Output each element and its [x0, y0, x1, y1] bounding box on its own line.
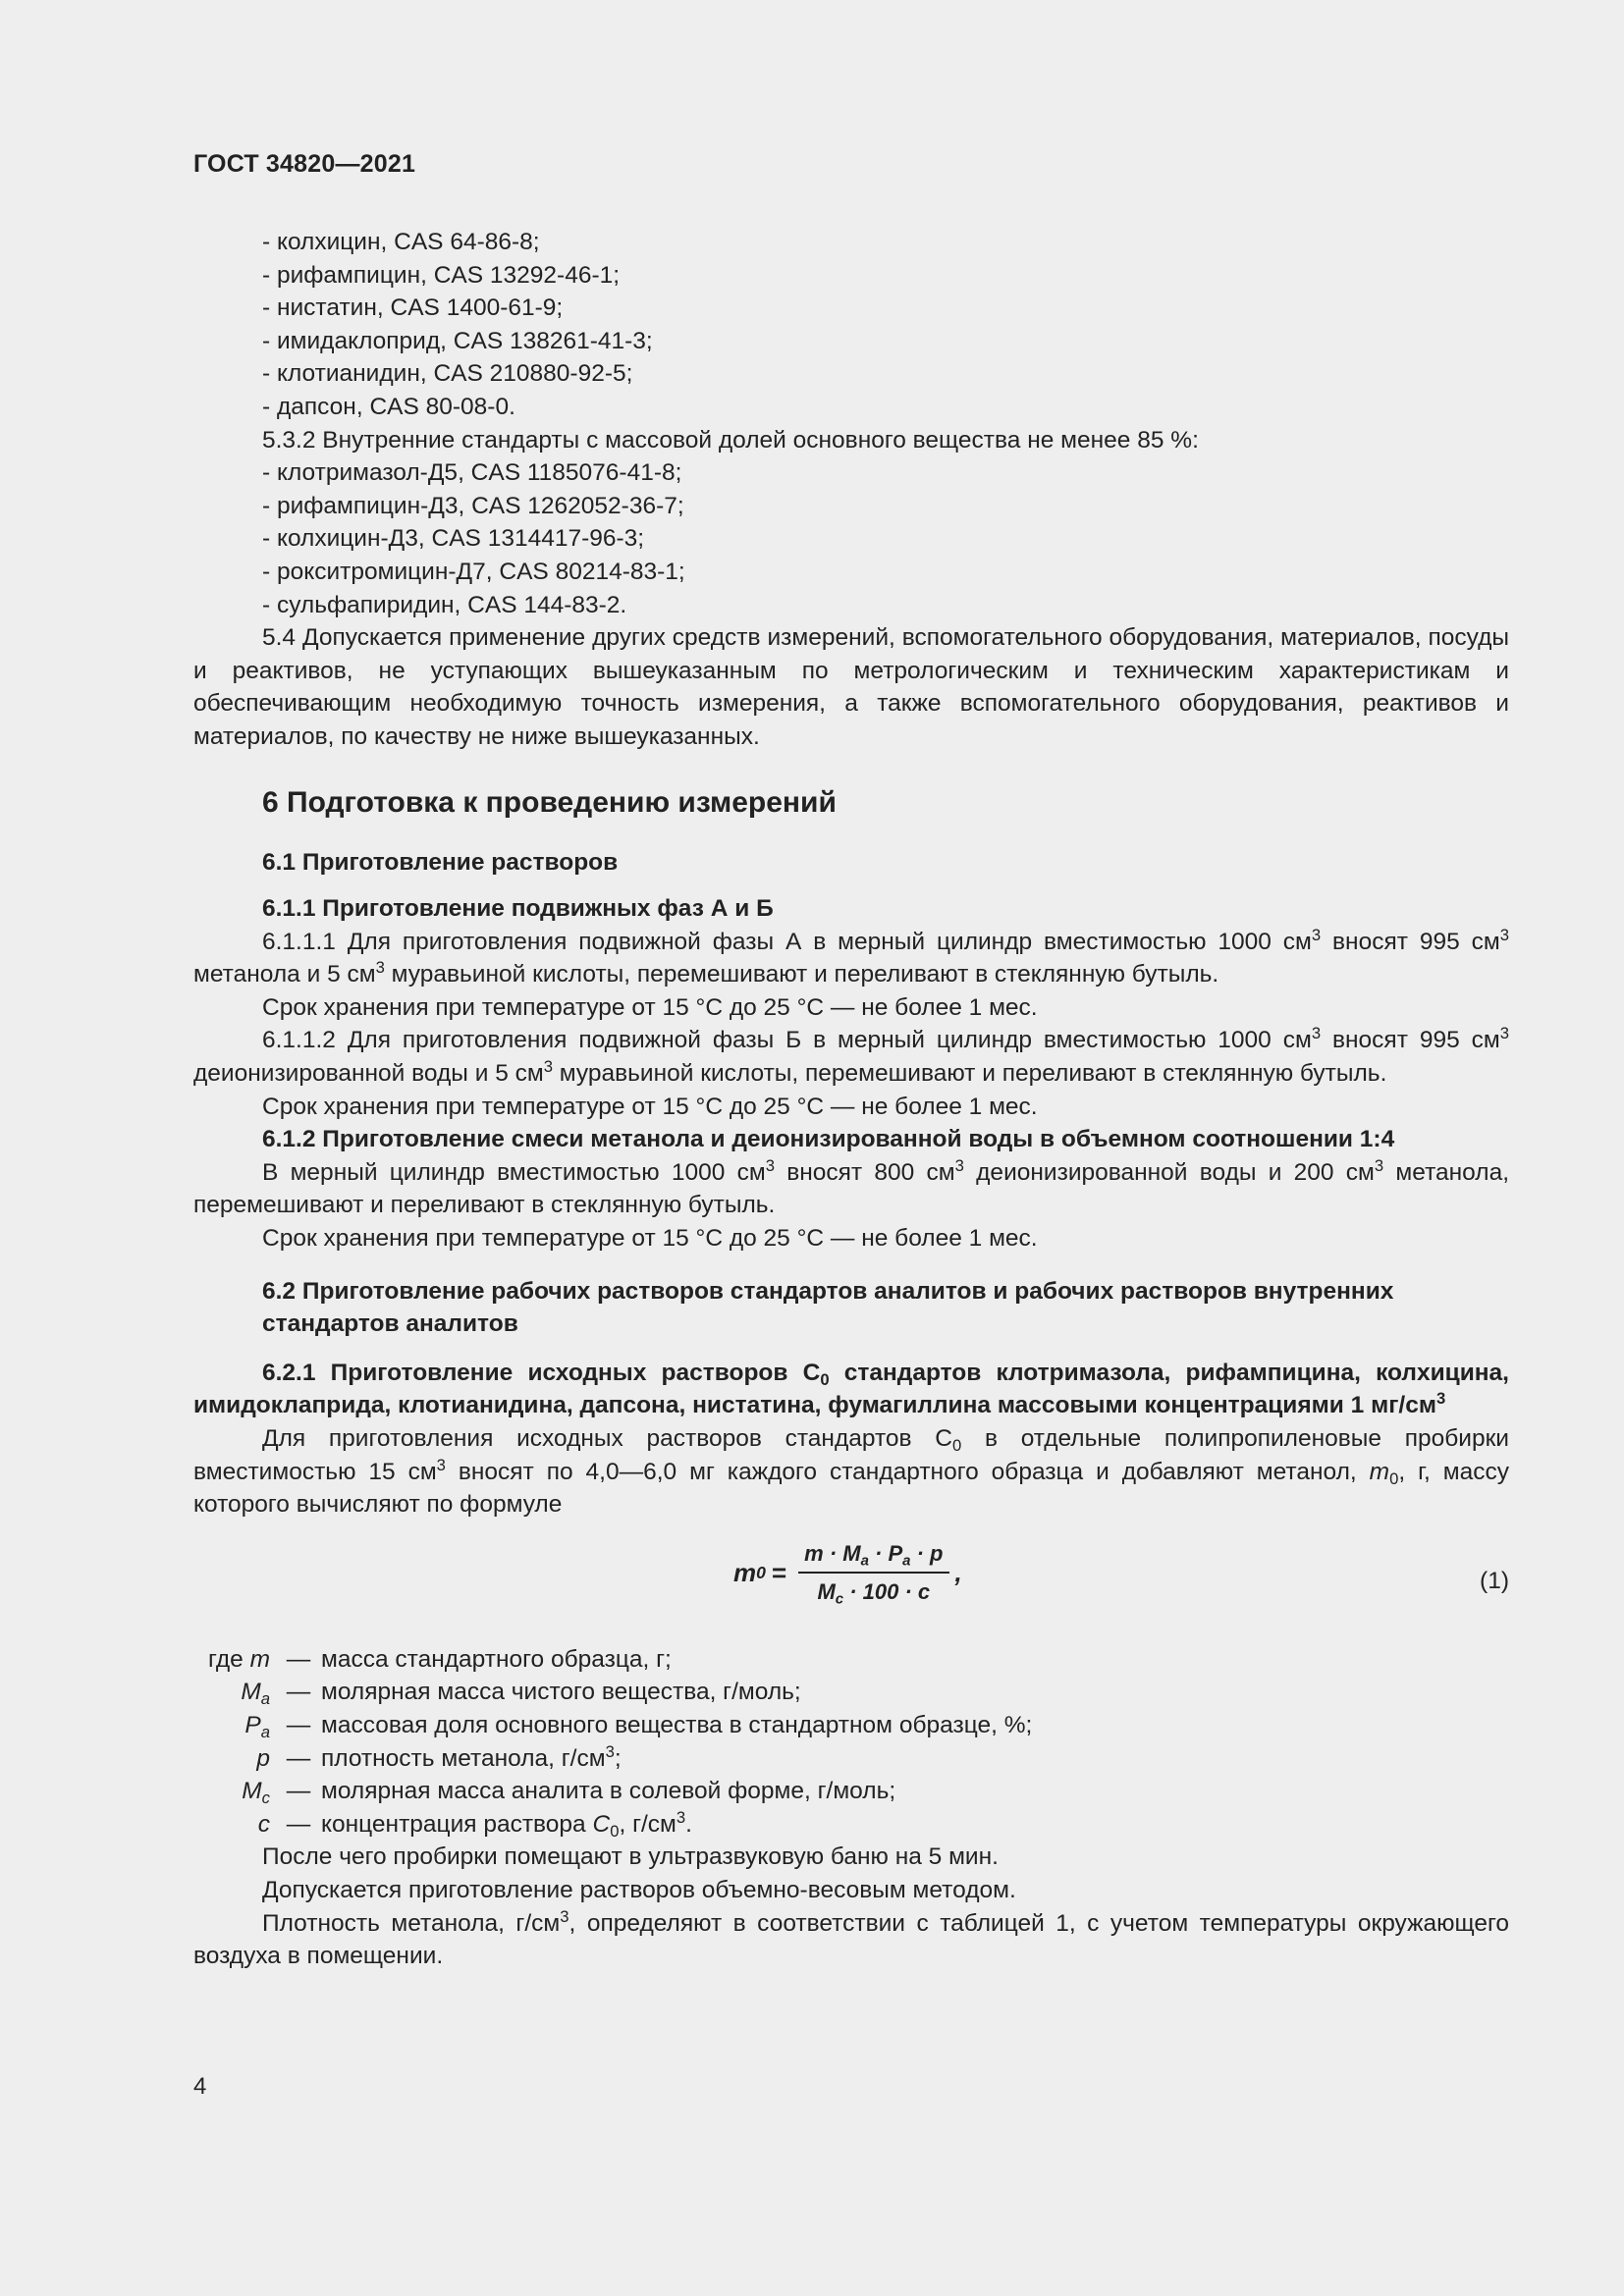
section-6-2-1-title: 6.2.1 Приготовление исходных растворов $С_0$ стандартов клотримазола, рифампицина, колхицина, имидоклаприда, клотианидина, дапсона, нистатина, фумагиллина массовыми концентрациями 1 $мг/см^3$	[193, 1359, 1509, 1419]
def-dash: —	[286, 1744, 311, 1772]
paragraph-6-1-1-2: 6.1.1.2 Для приготовления подвижной фазы Б в мерный цилиндр вместимостью 1000 $см^3$ вносят 995 $см^3$ деионизированной воды и 5 $см^3$ муравьиной кислоты, перемешивают и переливают в стеклянную бутыль.	[193, 1024, 1509, 1088]
document-header: ГОСТ 34820—2021	[193, 150, 416, 178]
def-symbol: p	[256, 1744, 270, 1772]
def-dash: —	[286, 1810, 311, 1838]
paragraph-after-3: Плотность метанола, $г/см^3$, определяют в соответствии с таблицей 1, с учетом температуры окружающего воздуха в помещении.	[193, 1906, 1510, 1970]
paragraph-6-2-1: Для приготовления исходных растворов стандартов $С_0$ в отдельные полипропиленовые пробирки вместимостью 15 $см^3$ вносят по 4,0—6,0 мг каждого стандартного образца и добавляют метанол, $m_0$, г, массу которого вычисляют по формуле	[193, 1425, 1509, 1519]
paragraph-after-1: После чего пробирки помещают в ультразвуковую баню на 5 мин.	[262, 1843, 999, 1871]
paragraph-5-4: 5.4 Допускается применение других средств измерений, вспомогательного оборудования, материалов, посуды и реактивов, не уступающих вышеуказанным по метрологическим и техническим характеристикам и обеспечивающим необходимую точность измерения, а также вспомогательного оборудования, реактивов и материалов, по качеству не ниже вышеуказанных.	[193, 624, 1509, 750]
def-dash: —	[286, 1645, 311, 1673]
def-dash: —	[286, 1711, 311, 1738]
list-item: - рифампицин-Д3, CAS 1262052-36-7;	[262, 492, 684, 519]
list-item: - колхицин, CAS 64-86-8;	[262, 229, 540, 255]
def-text: масса стандартного образца, г;	[321, 1645, 672, 1673]
page-number: 4	[193, 2073, 207, 2100]
def-symbol: $M_c$	[242, 1778, 270, 1808]
section-6-2-title: 6.2 Приготовление рабочих растворов стандартов аналитов и рабочих растворов внутренних стандартов аналитов	[262, 1277, 1394, 1338]
def-dash: —	[286, 1778, 311, 1805]
list-item: - рифампицин, CAS 13292-46-1;	[262, 261, 621, 289]
paragraph-6-1-1-1: 6.1.1.1 Для приготовления подвижной фазы А в мерный цилиндр вместимостью 1000 $см^3$ вносят 995 $см^3$ метанола и 5 $см^3$ муравьиной кислоты, перемешивают и переливают в стеклянную бутыль.	[193, 925, 1509, 988]
page-body	[193, 226, 1509, 1973]
list-item: - колхицин-Д3, CAS 1314417-96-3;	[262, 525, 645, 553]
storage-note: Срок хранения при температуре от 15 °С до 25 °С — не более 1 мес.	[262, 993, 1038, 1021]
paragraph-after-2: Допускается приготовление растворов объемно-весовым методом.	[262, 1876, 1016, 1903]
def-symbol: $M_a$	[241, 1679, 270, 1709]
def-text: концентрация раствора $C_0$, $г/см^3$.	[321, 1807, 692, 1841]
paragraph-5-3-2: 5.3.2 Внутренние стандарты с массовой долей основного вещества не менее 85 %:	[262, 426, 1199, 454]
formula-fraction: $\frac{m \cdot M_a \cdot P_a \cdot p}{M_c \cdot 100 \cdot c}$	[798, 1537, 948, 1609]
def-text: плотность метанола, $г/см^3$;	[321, 1741, 622, 1772]
list-item: - нистатин, CAS 1400-61-9;	[262, 294, 564, 322]
list-item: - дапсон, CAS 80-08-0.	[262, 393, 515, 420]
def-symbol: $P_a$	[244, 1711, 270, 1741]
list-item: - имидаклоприд, CAS 138261-41-3;	[262, 327, 653, 354]
storage-note: Срок хранения при температуре от 15 °С до 25 °С — не более 1 мес.	[262, 1093, 1038, 1120]
list-item: - сульфапиридин, CAS 144-83-2.	[262, 591, 627, 618]
section-6-1-1-title: 6.1.1 Приготовление подвижных фаз А и Б	[262, 895, 774, 923]
def-text: массовая доля основного вещества в стандартном образце, %;	[321, 1711, 1033, 1738]
section-6-title: 6 Подготовка к проведению измерений	[262, 785, 837, 819]
section-6-1-title: 6.1 Приготовление растворов	[262, 848, 619, 876]
formula-number: (1)	[1480, 1567, 1509, 1594]
list-item: - клотианидин, CAS 210880-92-5;	[262, 360, 633, 388]
def-symbol: c	[257, 1810, 270, 1838]
section-6-1-2-title: 6.1.2 Приготовление смеси метанола и деионизированной воды в объемном соотношении 1:4	[262, 1126, 1395, 1153]
paragraph-6-1-2: В мерный цилиндр вместимостью 1000 $см^3$ вносят 800 $см^3$ деионизированной воды и 200 $см^3$ метанола, перемешивают и переливают в стеклянную бутыль.	[193, 1155, 1509, 1219]
list-item: - клотримазол-Д5, CAS 1185076-41-8;	[262, 459, 682, 487]
formula-expression: m 0 = $\frac{m \cdot M_a \cdot P_a \cdot p}{M_c \cdot 100 \cdot c}$ ,	[733, 1537, 962, 1609]
formula-1	[193, 1531, 1509, 1639]
def-dash: —	[286, 1679, 311, 1706]
variable-definitions	[193, 1643, 1509, 1842]
def-text: молярная масса аналита в солевой форме, г/моль;	[321, 1778, 896, 1805]
def-symbol: где m	[208, 1645, 270, 1673]
storage-note: Срок хранения при температуре от 15 °С до 25 °С — не более 1 мес.	[262, 1225, 1038, 1253]
list-item: - рокситромицин-Д7, CAS 80214-83-1;	[262, 558, 685, 585]
def-text: молярная масса чистого вещества, г/моль;	[321, 1679, 801, 1706]
